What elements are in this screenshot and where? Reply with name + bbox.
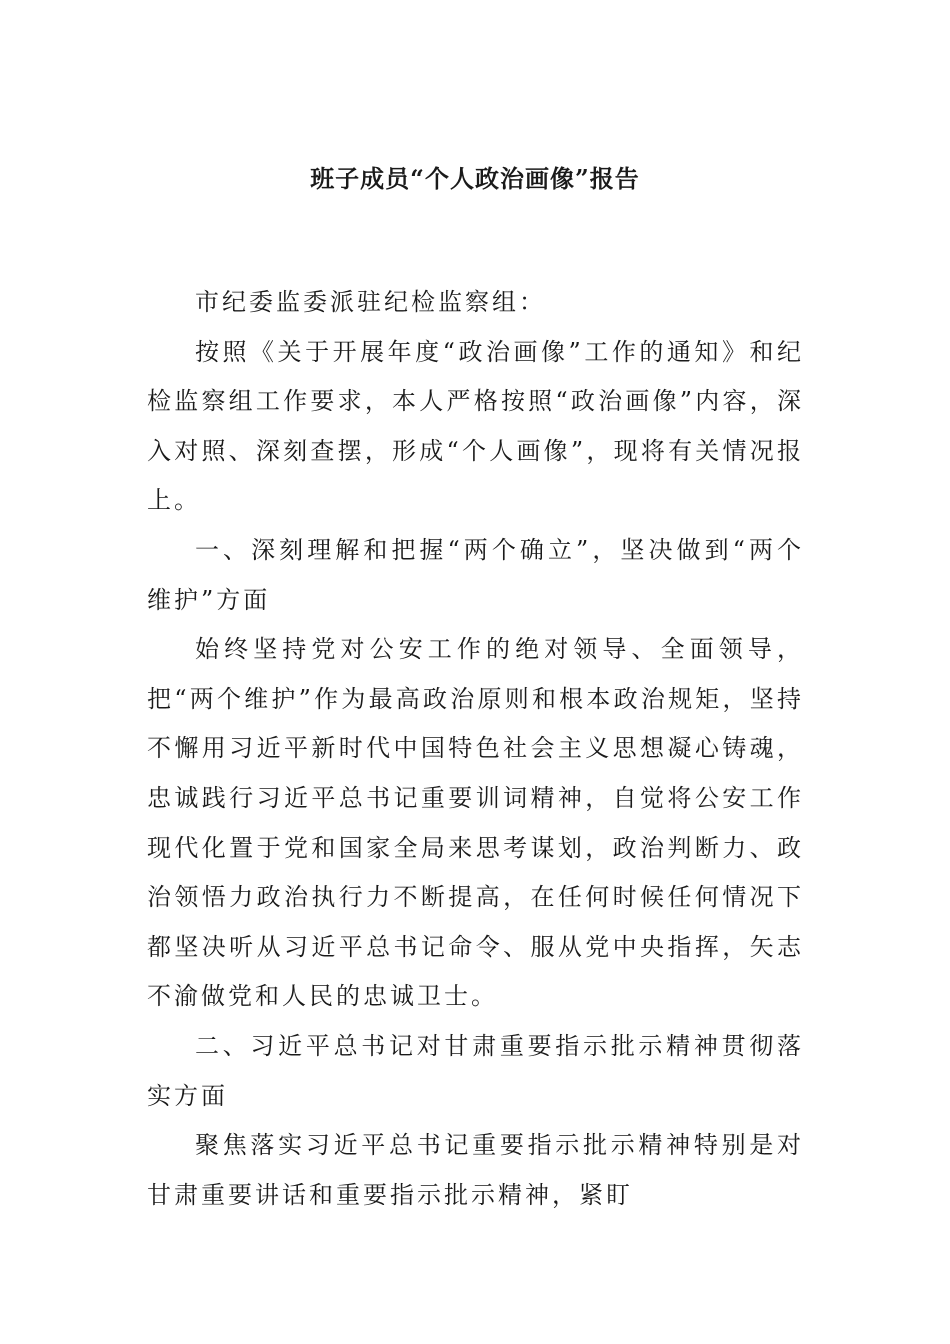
section-body-1: 始终坚持党对公安工作的绝对领导、全面领导，把“两个维护”作为最高政治原则和根本政治规矩，坚持不懈用习近平新时代中国特色社会主义思想凝心铸魂，忠诚践行习近平总书记重要训词精神，自觉将公安工作现代化置于党和国家全局来思考谋划，政治判断力、政治领悟力政治执行力不断提高，在任何时候任何情况下都坚决听从习近平总书记命令、服从党中央指挥，矢志不渝做党和人民的忠诚卫士。 [147, 635, 804, 1011]
section-heading-1: 一、深刻理解和把握“两个确立”，坚决做到“两个维护”方面 [147, 535, 804, 614]
intro-paragraph: 按照《关于开展年度“政治画像”工作的通知》和纪检监察组工作要求，本人严格按照“政治画像”内容，深入对照、深刻查摆，形成“个人画像”，现将有关情况报上。 [147, 337, 804, 515]
section-body-2: 聚焦落实习近平总书记重要指示批示精神特别是对甘肃重要讲话和重要指示批示精神，紧盯 [147, 1131, 804, 1209]
document-title: 班子成员“个人政治画像”报告 [310, 164, 640, 193]
section-heading-2: 二、习近平总书记对甘肃重要指示批示精神贯彻落实方面 [147, 1031, 804, 1110]
document-body [147, 278, 804, 1220]
salutation: 市纪委监委派驻纪检监察组： [195, 288, 546, 316]
